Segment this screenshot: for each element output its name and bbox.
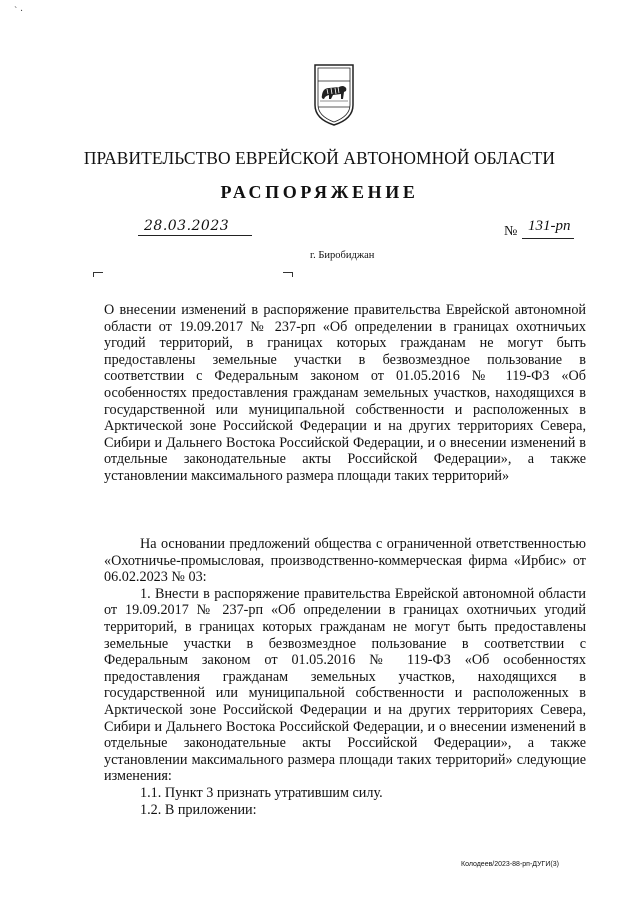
corner-mark-left — [93, 272, 103, 277]
scan-mark: ` · — [14, 6, 24, 17]
city: г. Биробиджан — [310, 250, 375, 261]
document-title — [104, 302, 586, 485]
date-underline — [138, 235, 252, 236]
document-body — [104, 536, 586, 818]
intro-paragraph: На основании предложений общества с ограниченной ответственностью «Охотничье-промысловая, производственно-коммерческая фирма «Ирбис» от 06.02.2023 № 03: — [104, 536, 586, 586]
item-1-paragraph: 1. Внести в распоряжение правительства Еврейской автономной области от 19.09.2017 № 237-рп «Об определении в границах охотничьих угодий территорий, в границах которых гражданам не могут быть предоставлены земельные участки в безвозмездное пользование в соответствии с Федеральным законом от 01.05.2016 № 119-ФЗ «Об особенностях предоставления гражданам земельных участков, находящихся в государственной или муниципальной собственности и расположенных в Арктической зоне Российской Федерации и на других территориях Севера, Сибири и Дальнего Востока Российской Федерации, и о внесении изменений в отдельные законодательные акты Российской Федерации», а также установлении максимального размера площади таких территорий» следующие изменения: — [104, 585, 586, 785]
footer-reference: Колодеев/2023-88-рп-ДУГИ(3) — [461, 861, 559, 868]
number-underline — [522, 238, 574, 239]
tiger-coat-of-arms-icon — [309, 55, 359, 127]
corner-mark-right — [283, 272, 293, 277]
document-type: РАСПОРЯЖЕНИЕ — [220, 182, 419, 202]
document-date: 28.03.2023 — [144, 218, 230, 234]
document-number: 131-рп — [528, 218, 571, 234]
item-1-2-paragraph: 1.2. В приложении: — [140, 801, 257, 818]
government-name: ПРАВИТЕЛЬСТВО ЕВРЕЙСКОЙ АВТОНОМНОЙ ОБЛАСТИ — [83, 148, 556, 168]
number-prefix: № — [504, 224, 518, 239]
title-paragraph: О внесении изменений в распоряжение правительства Еврейской автономной области от 19.09.2017 № 237-рп «Об определении в границах охотничьих угодий территорий, в границах которых гражданам не могут быть предоставлены земельные участки в безвозмездное пользование в соответствии с Федеральным законом от 01.05.2016 № 119-ФЗ «Об особенностях предоставления гражданам земельных участков, находящихся в государственной или муниципальной собственности и расположенных в Арктической зоне Российской Федерации и на других территориях Севера, Сибири и Дальнего Востока Российской Федерации, и о внесении изменений в отдельные законодательные акты Российской Федерации», а также установлении максимального размера площади таких территорий» — [104, 302, 586, 484]
item-1-1-paragraph: 1.1. Пункт 3 признать утратившим силу. — [140, 784, 383, 801]
